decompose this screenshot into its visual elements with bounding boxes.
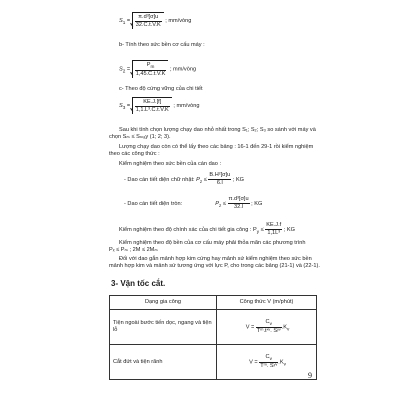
s3-fraction [135,99,170,114]
formula-s2 [119,60,196,78]
table-header-formula: Công thức V (m/phút) [217,296,317,310]
accuracy-label: Kiểm nghiệm theo độ chính xác của chi tiết gia công : P [119,226,257,233]
s1-fraction [135,14,162,29]
round-symbol: P [215,200,220,207]
rect-numerator: B.H²[σ]u [209,172,231,178]
s1-symbol: S [119,17,123,24]
s1-denominator: 32.C.t.V.K [135,22,161,28]
table-header-row [110,296,317,310]
accuracy-check [119,222,295,237]
s1-unit: ; mm/vòng [165,17,192,24]
s2-fraction [135,62,167,78]
section-heading: 3- Vận tốc cắt. [111,279,166,288]
table-cell-label: Cắt đứt và tiện rãnh [110,345,217,380]
table-formula-fraction: $\frac{C_v}{\text{Tᵐ. Sʸᵛ}}$ [260,353,278,370]
paragraph-line-3: Lượng chạy dao còn có thể lấy theo các bảng : 16-1 đến 29-1 rồi kiểm nghiệm [119,144,314,150]
s2-denominator: 1,45.C.t.V.K [135,71,166,78]
table-formula-fraction: $\frac{C_v}{\text{Tᵐ.tˣᵛ. Sʸᵛ}}$ [256,318,281,335]
accuracy-relation: ≤ [259,226,266,233]
rect-denominator: 6.l [216,180,223,186]
table-row [110,310,317,345]
paragraph-line-6: Kiểm nghiệm theo độ bền của cơ cấu máy phải thỏa mãn các phương trình [119,240,306,246]
paragraph-line-2: chọn Sₘ ≤ Sₘₐy (1; 2; 3). [109,134,171,140]
round-label: - Dao cán tiết diện tròn: [124,200,183,207]
rect-sub: z [199,179,203,185]
table-header-process: Dạng gia công [110,296,217,310]
round-fraction [228,196,250,211]
table-cell-formula: V = $\frac{C_v}{\text{Tᵐ. Sʸᵛ}}$ $.K_v$ [217,345,317,380]
paragraph-line-1: Sau khi tính chọn lượng chạy dao nhỏ nhất trong S₁; S₂; S₃ so sánh với máy và [119,127,316,133]
accuracy-sub: y [256,229,260,235]
paragraph-line-4: theo các công thức : [109,151,160,157]
rect-check [124,172,244,187]
s2-symbol: S [119,66,123,73]
formula-s1 [119,12,191,29]
s1-eq: = [125,17,132,24]
rect-label: - Dao cán tiết diện chữ nhật: [124,176,195,183]
rect-relation: ≤ [202,176,209,183]
round-denominator: 32.l [234,204,244,210]
s3-numerator: KE.J.[f] [135,99,170,107]
table-cell-label: Tiện ngoài bước tiến dọc, ngang và tiện lỗ [110,310,217,345]
accuracy-numerator: KE.J.f [266,222,282,228]
table-cell-formula: V = $\frac{C_v}{\text{Tᵐ.tˣᵛ. Sʸᵛ}}$ $.K_v$ [217,310,317,345]
round-check [124,196,262,211]
s3-root [132,97,172,114]
s2-unit: ; mm/vòng [169,66,197,73]
paragraph-line-7: Pₓ ≤ Pₘ ; 2M ≤ 2Mₘ [109,247,158,253]
round-relation: ≤ [221,200,228,207]
heading-c: c- Theo độ cứng vững của chi tiết [119,86,203,92]
s1-numerator: π.d³[σ]u [135,14,162,22]
s1-root [132,12,164,29]
formula-s3 [119,97,199,114]
s2-eq: = [125,66,132,73]
s3-unit: ; mm/vòng [173,102,200,109]
s3-eq: = [125,102,132,109]
accuracy-fraction [265,222,282,237]
table-row [110,345,317,380]
s2-numerator: $P_m$ [135,62,167,71]
rect-unit: ; KG [232,176,245,183]
accuracy-denominator: 1,1L³ [267,230,281,236]
s2-sub: 2 [122,68,126,74]
round-unit: ; KG [251,200,263,207]
heading-b: b- Tính theo sức bền cơ cấu máy : [119,42,205,48]
s1-sub: 1 [122,20,126,26]
paragraph-line-5: Kiểm nghiệm theo sức bền của cán dao : [119,161,222,167]
rect-fraction [208,172,231,187]
cutting-speed-table [109,295,317,380]
paragraph-line-9: mảnh hợp kim và mảnh sứ tương ứng với lực P, cho trong các bảng (21-1) và (22-1). [109,263,320,269]
paragraph-line-8: Đối với dao gắn mảnh hợp kim cứng hay mảnh sứ kiểm nghiệm theo sức bền [119,256,312,262]
round-numerator: π.d³[σ]u [228,196,249,202]
accuracy-unit: ; KG [283,226,295,233]
s2-root [132,60,169,78]
page-number: 9 [308,371,312,380]
rect-symbol: P [196,176,200,183]
round-sub: z [219,203,222,209]
s3-symbol: S [119,102,123,109]
s3-denominator: 1,1.L³.C.t.V.K [135,107,169,113]
s3-sub: 3 [122,105,126,111]
